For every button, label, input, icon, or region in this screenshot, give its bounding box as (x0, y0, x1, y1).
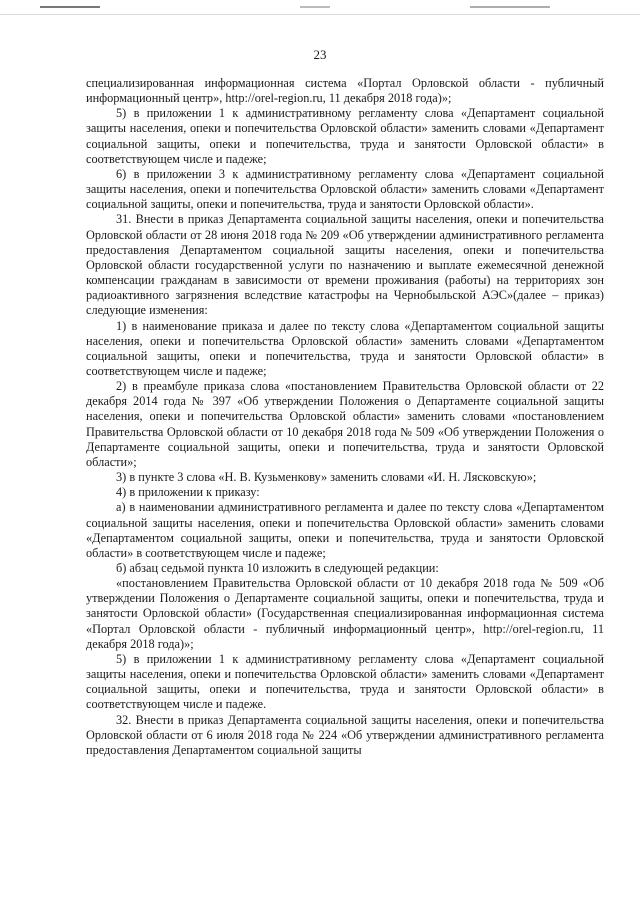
paragraph: «постановлением Правительства Орловской области от 10 декабря 2018 года № 509 «Об утверждении Положения о Департаменте социальной защиты, опеки и попечительства, труда и занятости Орловской области» (Государственная специализированная информационная система «Портал Орловской области - публичный информационный центр», http://orel-region.ru, 11 декабря 2018 года)»; (86, 576, 604, 651)
paragraph: специализированная информационная система «Портал Орловской области - публичный информационный центр», http://orel-region.ru, 11 декабря 2018 года)»; (86, 76, 604, 106)
scan-top-edge (0, 0, 640, 15)
paragraph: 5) в приложении 1 к административному регламенту слова «Департамент социальной защиты населения, опеки и попечительства Орловской области» заменить словами «Департамент социальной защиты, опеки и попечительства, труда и занятости Орловской области» в соответствующем числе и падеже. (86, 651, 604, 712)
paragraph: 2) в преамбуле приказа слова «постановлением Правительства Орловской области от 22 декабря 2014 года № 397 «Об утверждении Положения о Департаменте социальной защиты населения, опеки и попечительства Орловской области» заменить словами «постановлением Правительства Орловской области от 10 декабря 2018 года № 509 «Об утверждении Положения о Департаменте социальной защиты, опеки и попечительства, труда и занятости Орловской области»; (86, 379, 604, 469)
paragraph: 1) в наименование приказа и далее по тексту слова «Департаментом социальной защиты населения, опеки и попечительства Орловской области» заменить словами «Департаментом социальной защиты, опеки и попечительства, труда и занятости Орловской области» в соответствующем числе и падеже; (86, 318, 604, 378)
page-number: 23 (313, 47, 327, 62)
paragraph: 4) в приложении к приказу: (116, 485, 260, 500)
paragraph: 31. Внести в приказ Департамента социальной защиты населения, опеки и попечительства Орловской области от 28 июня 2018 года № 209 «Об утверждении административного регламента предоставления Департаментом социальной защиты населения, опеки и попечительства Орловской области государственной услуги по назначению и выплате ежемесячной денежной компенсации гражданам в зависимости от времени проживания (работы) на территориях зон радиоактивного загрязнения вследствие катастрофы на Чернобыльской АЭС»(далее – приказ) следующие изменения: (86, 212, 604, 318)
paragraph: 5) в приложении 1 к административному регламенту слова «Департамент социальной защиты населения, опеки и попечительства Орловской области» заменить словами «Департамент социальной защиты, опеки и попечительства, труда и занятости Орловской области» в соответствующем числе и падеже; (86, 106, 604, 166)
scan-artifact (300, 6, 330, 8)
paragraph: 3) в пункте 3 слова «Н. В. Кузьменкову» заменить словами «И. Н. Лясковскую»; (116, 470, 537, 485)
paragraph: 32. Внести в приказ Департамента социальной защиты населения, опеки и попечительства Орловской области от 6 июля 2018 года № 224 «Об утверждении административного регламента предоставления Департаментом социальной защиты (86, 712, 604, 757)
scan-artifact (470, 6, 550, 8)
paragraph: б) абзац седьмой пункта 10 изложить в следующей редакции: (116, 561, 439, 575)
scan-artifact (40, 6, 100, 8)
document-body (86, 76, 604, 758)
paragraph: а) в наименовании административного регламента и далее по тексту слова «Департаментом социальной защиты населения, опеки и попечительства Орловской области» заменить словами «Департаментом социальной защиты, опеки и попечительства, труда и занятости Орловской области» в соответствующем числе и падеже; (86, 500, 604, 560)
paragraph: 6) в приложении 3 к административному регламенту слова «Департамент социальной защиты населения, опеки и попечительства Орловской области» заменить словами «Департамент социальной защиты, опеки и попечительства, труда и занятости Орловской области». (86, 166, 604, 212)
